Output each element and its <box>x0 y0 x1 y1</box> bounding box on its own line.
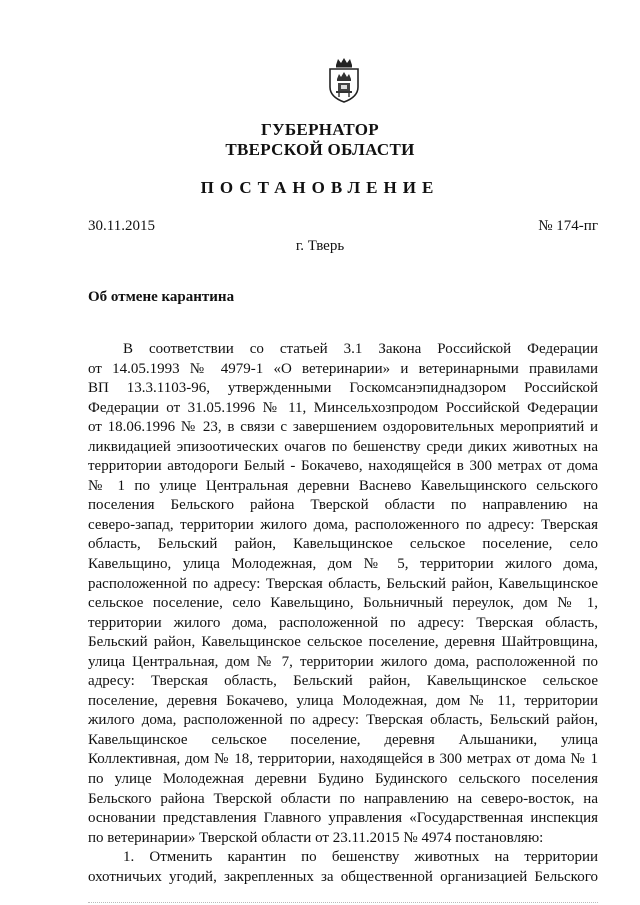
body-line: северо-запад, территории жилого дома, расположенного по адресу: Тверская <box>88 516 598 533</box>
body-line: жилого дома, расположенной по адресу: Тверская область, Бельский район, <box>88 712 598 729</box>
body-line: по ветеринарии» Тверской области от 23.11.2015 № 4974 постановляю: <box>88 829 544 846</box>
document-body <box>88 340 598 887</box>
document-number: № 174-пг <box>538 218 598 234</box>
body-line: улица Центральная, дом № 7, территории жилого дома, расположенной по <box>88 653 598 670</box>
item-line: охотничьих угодий, закрепленных за общественной организацией Бельского <box>88 868 598 885</box>
body-line: основании представления Главного управления «Государственная инспекция <box>88 810 598 827</box>
body-line: сельское поселение, село Кавельщино, Больничный переулок, дом № 1, <box>88 595 598 612</box>
body-line: расположенной по адресу: Тверская область, Бельский район, Кавельщинское <box>88 575 598 592</box>
body-line: поселения Бельского района Тверской области по направлению на <box>88 497 598 514</box>
body-line: Кавельщино, улица Молодежная, дом № 5, территории жилого дома, <box>88 556 598 573</box>
body-line: Коллективная, дом № 18, территории, находящейся в 300 метрах от дома № 1 <box>88 751 598 768</box>
document-subject: Об отмене карантина <box>88 289 235 305</box>
body-line: № 1 по улице Центральная деревни Васнево Кавельщинского сельского <box>88 477 598 494</box>
item-line: 1. Отменить карантин по бешенству животных на территории <box>123 849 598 866</box>
page-bottom-divider <box>88 902 598 903</box>
body-line: по улице Молодежная деревни Будино Будинского сельского поселения <box>88 771 598 788</box>
body-line: ликвидацией эпизоотических очагов по бешенству среди диких животных на <box>88 438 598 455</box>
body-line: от 18.06.1996 № 23, в связи с завершением оздоровительных мероприятий и <box>88 419 598 436</box>
body-line: Федерации от 31.05.1996 № 11, Минсельхозпродом Российской Федерации <box>88 399 598 416</box>
document-city: г. Тверь <box>295 238 345 254</box>
document-date: 30.11.2015 <box>88 218 155 234</box>
coat-of-arms-icon <box>327 57 361 103</box>
body-line: Бельского района Тверской области по направлению на северо-восток, на <box>88 790 598 807</box>
body-line: адресу: Тверская область, Бельский район, Кавельщинское сельское <box>88 673 598 690</box>
body-line: В соответствии со статьей 3.1 Закона Российской Федерации <box>123 341 598 357</box>
authority-title: ГУБЕРНАТОР <box>261 120 379 139</box>
body-line: поселение, деревня Бокачево, улица Молодежная, дом № 11, территории <box>88 692 598 709</box>
body-line: от 14.05.1993 № 4979-1 «О ветеринарии» и ветеринарными правилами <box>88 360 598 377</box>
body-line: территории автодороги Белый - Бокачево, находящейся в 300 метрах от дома <box>88 458 598 475</box>
body-line: территории жилого дома, расположенной по адресу: Тверская область, <box>88 614 598 631</box>
document-type-title: ПОСТАНОВЛЕНИЕ <box>200 178 440 197</box>
authority-region: ТВЕРСКОЙ ОБЛАСТИ <box>225 140 415 159</box>
body-line: ВП 13.3.1103-96, утвержденными Госкомсанэпиднадзором Российской <box>88 380 598 397</box>
body-line: Кавельщинское сельское поселение, деревня Альшаники, улица <box>88 731 598 748</box>
body-line: Бельский район, Кавельщинское сельское поселение, деревня Шайтровщина, <box>88 634 598 651</box>
body-line: область, Бельский район, Кавельщинское сельское поселение, село <box>88 536 598 553</box>
